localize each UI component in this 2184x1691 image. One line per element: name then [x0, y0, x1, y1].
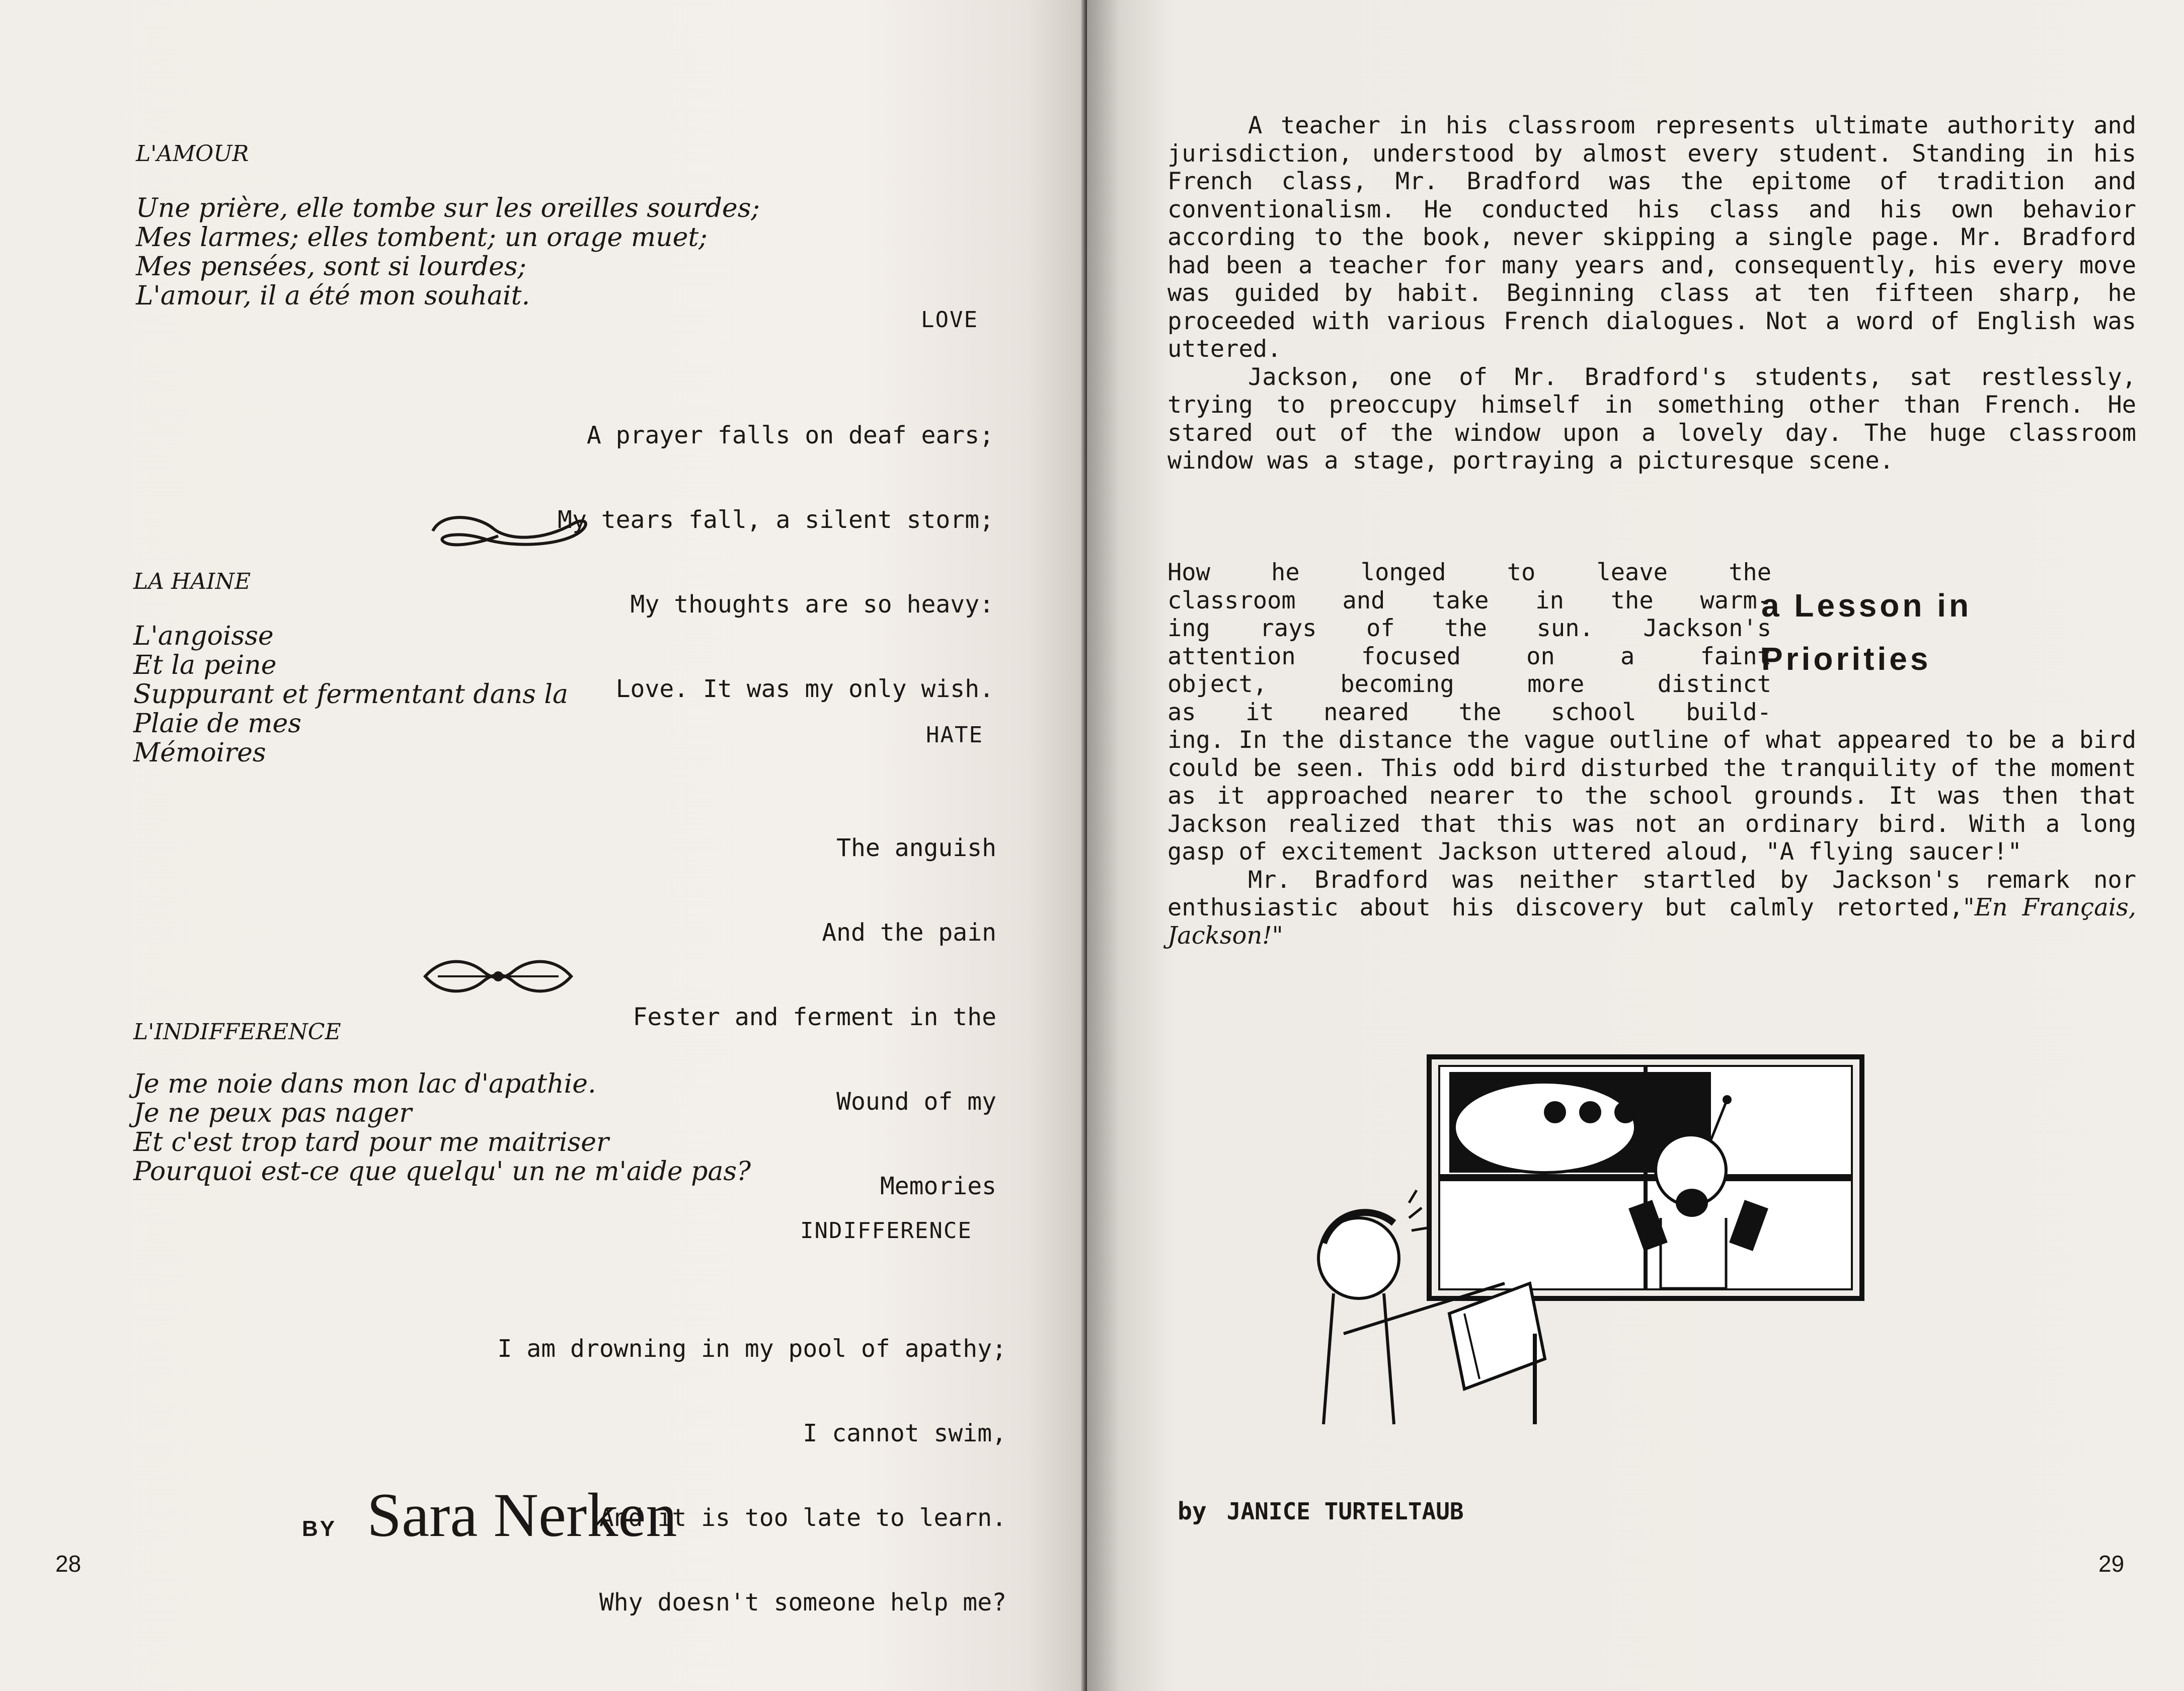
french-line: Je me noie dans mon lac d'apathie. — [133, 1069, 596, 1099]
right-page — [1087, 0, 2184, 1691]
hate-heading: HATE — [926, 722, 983, 748]
story-paragraph: ing. In the distance the vague outline of what appeared to be a bird could be seen. This odd bird disturbed the tranquility of the moment as it approached nearer to the school grounds. It was then that Jackson realized that this was not an ordinary bird. With a long gasp of excitement Jackson uttered aloud, "A flying saucer!" — [1167, 726, 2136, 866]
french-line: Une prière, elle tombe sur les oreilles sourdes; — [136, 193, 760, 223]
byline-author: JANICE TURTELTAUB — [1226, 1498, 1464, 1525]
french-line: Mes larmes; elles tombent; un orage muet; — [136, 222, 708, 253]
english-line: I cannot swim, — [803, 1419, 1006, 1447]
french-line: Mémoires — [133, 738, 266, 768]
alien-antenna-tip — [1723, 1095, 1732, 1104]
page-number-right: 29 — [2098, 1551, 2125, 1577]
ufo-porthole — [1544, 1101, 1566, 1123]
narrow-line: classroom and take in the warm- — [1167, 586, 1771, 614]
amour-heading: L'AMOUR — [136, 141, 249, 167]
alien-body — [1661, 1218, 1726, 1288]
alien-antenna-tip — [1655, 1095, 1664, 1104]
narrow-line: attention focused on a faint — [1167, 642, 1771, 670]
ufo-porthole — [1579, 1101, 1601, 1123]
narrow-line: ing rays of the sun. Jackson's — [1167, 614, 1771, 642]
french-line: Et c'est trop tard pour me maitriser — [133, 1127, 609, 1158]
english-line: And it is too late to learn. — [599, 1504, 1006, 1532]
french-line: Mes pensées, sont si lourdes; — [136, 252, 527, 282]
flourish-ornament — [423, 501, 594, 556]
english-line: And the pain — [822, 918, 996, 947]
english-line: Fester and ferment in the — [633, 1003, 996, 1031]
alien-mouth — [1676, 1189, 1708, 1217]
story-continuation — [1167, 726, 2136, 950]
english-line: Why doesn't someone help me? — [599, 1588, 1006, 1617]
indifference-french-poem — [133, 1069, 751, 1186]
french-line: Plaie de mes — [133, 709, 301, 739]
surprise-marks — [1409, 1190, 1427, 1231]
amour-french-poem — [136, 194, 760, 311]
right-byline — [1178, 1497, 1464, 1525]
narrow-line: object, becoming more distinct — [1167, 670, 1771, 698]
final-paragraph-text: Mr. Bradford was neither startled by Jackson's remark nor enthusiastic about his discovery but calmly retorted, — [1167, 866, 2136, 921]
french-line: Pourquoi est-ce que quelqu' un ne m'aide pas? — [133, 1157, 751, 1187]
story-paragraph: A teacher in his classroom represents ultimate authority and jurisdiction, understood by almost every student. Standing in his French class, Mr. Bradford was the epitome of tradition and conventionalism. He conducted his class and his own behavior according to the book, never skipping a single page. Mr. Bradford had been a teacher for many years and, consequently, his every move was guided by habit. Beginning class at ten fifteen sharp, he proceeded with various French dialogues. Not a word of English was uttered. — [1167, 112, 2136, 363]
french-line: L'amour, il a été mon souhait. — [136, 281, 530, 311]
ufo-porthole — [1614, 1101, 1636, 1123]
indifference-english-poem — [352, 1278, 1006, 1673]
french-line: Je ne peux pas nager — [133, 1098, 412, 1128]
french-line: L'angoisse — [133, 621, 274, 651]
story-narrow-column — [1167, 559, 1771, 726]
narrow-line: How he longed to leave the — [1167, 559, 1771, 586]
final-quote: "En Français, Jackson!" — [1167, 893, 2136, 950]
haine-french-poem — [133, 622, 568, 767]
narrow-line: as it neared the school build- — [1167, 698, 1771, 726]
french-line: Suppurant et fermentant dans la — [133, 679, 569, 710]
english-line: My thoughts are so heavy: — [630, 590, 994, 619]
haine-heading: LA HAINE — [133, 569, 251, 594]
scroll-ornament — [418, 949, 579, 1004]
love-heading: LOVE — [921, 307, 978, 333]
english-line: Wound of my — [836, 1088, 996, 1116]
byline-author: Sara Nerken — [367, 1481, 677, 1550]
story-paragraph: Jackson, one of Mr. Bradford's students, sat restlessly, trying to preoccupy himself in something other than French. He stared out of the window upon a lovely day. The huge classroom window was a stage, portraying a picturesque scene. — [1167, 363, 2136, 475]
ufo-saucer — [1454, 1082, 1635, 1173]
indifference-english-heading: INDIFFERENCE — [800, 1218, 972, 1244]
left-byline — [302, 1480, 677, 1551]
english-line: I am drowning in my pool of apathy; — [497, 1335, 1006, 1363]
french-line: Et la peine — [133, 650, 277, 680]
english-line: Memories — [880, 1172, 996, 1200]
final-paragraph — [1167, 866, 2136, 950]
english-line: A prayer falls on deaf ears; — [586, 421, 994, 449]
english-line: My tears fall, a silent storm; — [558, 506, 994, 534]
left-page — [0, 0, 1082, 1691]
story-title — [1761, 579, 1972, 685]
page-number-left: 28 — [55, 1551, 82, 1577]
byline-by: BY — [302, 1516, 337, 1541]
english-line: Love. It was my only wish. — [615, 675, 994, 703]
indifference-heading: L'INDIFFERENCE — [133, 1019, 341, 1045]
story-opening — [1167, 112, 2136, 475]
byline-by: by — [1178, 1497, 1207, 1525]
ufo-illustration — [1313, 1052, 1867, 1434]
english-line: The anguish — [836, 834, 996, 862]
title-line: Priorities — [1761, 641, 1931, 677]
title-line: a Lesson in — [1761, 587, 1972, 624]
